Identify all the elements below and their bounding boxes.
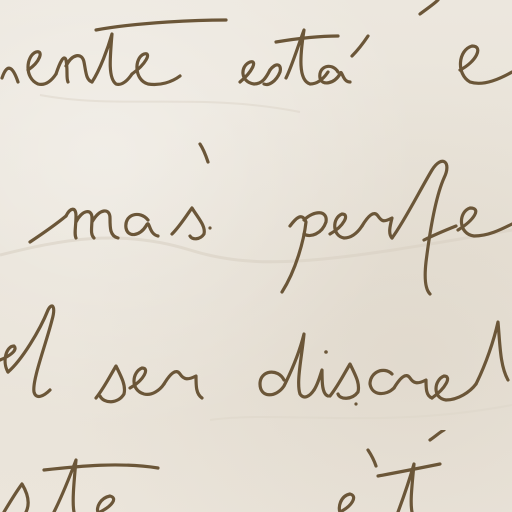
- handwriting-line-4: [0, 430, 512, 512]
- handwriting-line-1-strokes: [0, 0, 512, 110]
- handwriting-line-4-strokes: [0, 430, 512, 512]
- handwriting-line-3-strokes: [0, 300, 512, 430]
- handwriting-line-3: [0, 300, 512, 430]
- handwriting-line-1: [0, 0, 512, 110]
- handwriting-line-2: [0, 130, 512, 300]
- handwriting-line-2-strokes: [0, 130, 512, 300]
